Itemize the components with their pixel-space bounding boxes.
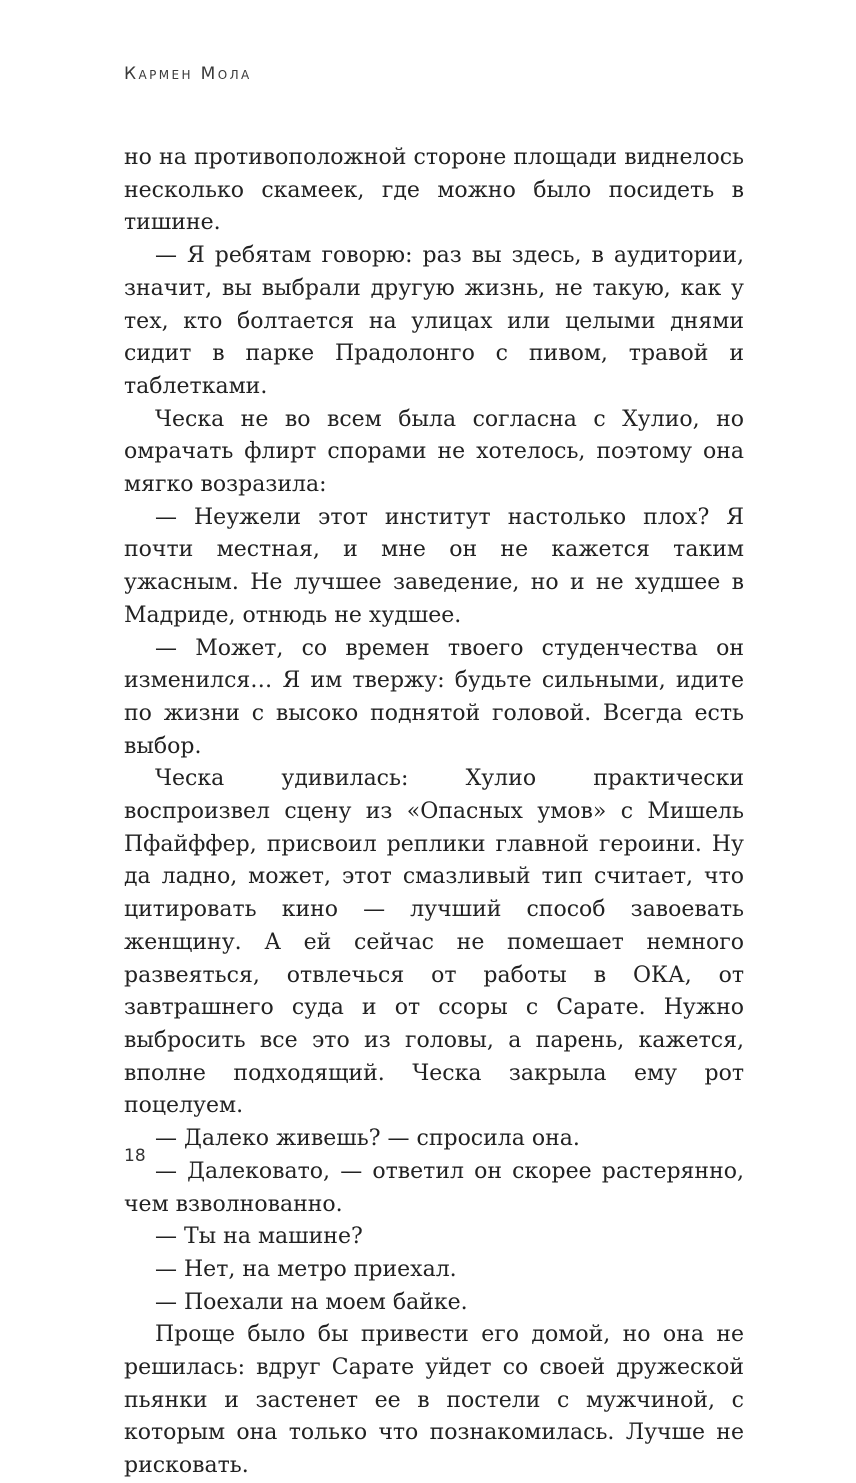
paragraph: Проще было бы привести его домой, но она не решилась: вдруг Сарате уйдет со своей дружеской пьянки и застенет ее в постели с мужчиной, с которым она только что познакомилась. Лучше не рисковать.	[124, 1322, 744, 1479]
paragraph: — Поехали на моем байке.	[155, 1289, 468, 1315]
paragraph: — Далеко живешь? — спросила она.	[155, 1126, 580, 1152]
paragraph: Ческа не во всем была согласна с Хулио, но омрачать флирт спорами не хотелось, поэтому она мягко возразила:	[124, 406, 744, 498]
paragraph: — Я ребятам говорю: раз вы здесь, в аудитории, значит, вы выбрали другую жизнь, не такую, как у тех, кто болтается на улицах или целыми днями сидит в парке Прадолонго с пивом, травой и таблетками.	[124, 243, 744, 399]
paragraph: — Неужели этот институт настолько плох? Я почти местная, и мне он не кажется таким ужасным. Не лучшее заведение, но и не худшее в Мадриде, отнюдь не худшее.	[124, 504, 744, 628]
paragraph: — Нет, на метро приехал.	[155, 1256, 457, 1282]
paragraph: — Может, со времен твоего студенчества он изменился… Я им твержу: будьте сильными, идите по жизни с высоко поднятой головой. Всегда есть выбор.	[124, 635, 744, 759]
paragraph: Ческа удивилась: Хулио практически воспроизвел сцену из «Опасных умов» с Мишель Пфайффер, присвоил реплики главной героини. Ну да ладно, может, этот смазливый тип считает, что цитировать кино — лучший способ завоевать женщину. А ей сейчас не помешает немного развеяться, отвлечься от работы в ОКА, от завтрашнего суда и от ссоры с Сарате. Нужно выбросить все это из головы, а парень, кажется, вполне подходящий. Ческа закрыла ему рот поцелуем.	[124, 766, 744, 1119]
paragraph: — Ты на машине?	[155, 1224, 363, 1250]
running-head-author: Кармен Мола	[124, 64, 252, 84]
body-text	[124, 142, 744, 1483]
paragraph: — Далековато, — ответил он скорее растерянно, чем взволнованно.	[124, 1158, 744, 1217]
paragraph: но на противоположной стороне площади виднелось несколько скамеек, где можно было посидеть в тишине.	[124, 145, 744, 236]
page-number: 18	[124, 1146, 146, 1166]
